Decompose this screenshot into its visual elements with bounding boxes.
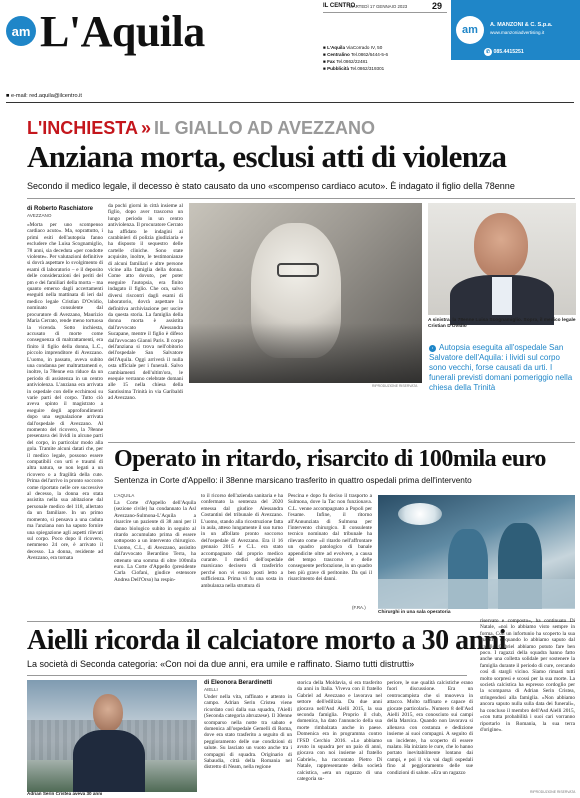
advertiser-company: A. MANZONI & C. S.p.a. <box>490 22 553 28</box>
victim-photo-shadow <box>189 323 422 383</box>
article1-location: AVEZZANO <box>27 213 52 218</box>
article1-subhead: Secondo il medico legale, il decesso è stato causato da uno «scompenso cardiaco acuto». È indagato il figlio della 78enne <box>27 181 515 191</box>
kicker-separator: » <box>140 118 151 138</box>
surgery-photo-table <box>378 579 575 609</box>
article1-callout: Autopsia eseguita all'ospedale San Salvatore dell'Aquila: i lividi sul corpo sono vecchi, forse causati da urti. I funerali previsti domani pomeriggio nella chiesa della Trinità <box>429 343 573 392</box>
email-line[interactable]: ■ e-mail: red.aquila@ilcentro.it <box>6 93 82 99</box>
examiner-portrait-head <box>474 213 528 279</box>
advertiser-logo: am <box>456 16 484 44</box>
article2-signature: (F.RA.) <box>352 605 366 610</box>
article3-location: AIELLI <box>204 687 218 692</box>
section-title: L'Aquila <box>40 7 205 56</box>
kicker <box>27 118 375 138</box>
page-number: 29 <box>432 1 443 11</box>
issue-date: MARTEDÌ 17 GENNAIO 2023 <box>349 4 408 9</box>
contact-fax: ■ Fax Tel.0862/22481 <box>323 59 368 64</box>
victim-photo-credit: RIPRODUZIONE RISERVATA <box>372 384 418 388</box>
contact-pubblicita: ■ Pubblicità Tel.0862/319301 <box>323 66 385 71</box>
article2-col3: Pescina e dopo fu deciso il trasporto a Sulmona, dove la Tac non funzionava. C.L. venne accompagnato a Popoli per l'esame. Infine, il ritorno all'Annunziata di Sulmona per l'intervento chirurgico. Il consulente tecnico nominato dal tribunale ha rilevato come «il ritardo nell'affrontare un quadro patologico di banale appendicite oltre ad evolvere, a causa del tempo trascorso e delle conseguente perforazione, in un quadro ben più grave di peritonite. Da qui il risarcimento dei danni. <box>288 493 372 583</box>
victim-photo-glasses <box>277 263 319 277</box>
player-photo <box>27 680 197 792</box>
section-divider-1 <box>108 442 575 443</box>
portrait-caption: A sinistra, la 78enne Luisa Scognamiglio. Sopra, il medico legale Cristian D'Ovidio <box>428 318 576 329</box>
examiner-portrait <box>428 203 576 315</box>
surgery-photo-caption: Chirurghi in una sala operatoria <box>378 610 451 615</box>
article3-credit: RIPRODUZIONE RISERVATA <box>530 790 576 794</box>
article1-rule <box>27 198 575 199</box>
article1-col2: da pochi giorni in città insieme al figlio, dopo aver trascorso un lungo periodo in un centro antiviolenza. Il procuratore Cerrato ha affidato le indagini ai carabinieri di polizia giudiziaria e ha disposto il sequestro delle cartelle cliniche. Sono state acquisite, inoltre, le testimonianze di alcuni familiari e altre persone vicine alla famiglia della donna. Come atto dovuto, per poter eseguire l'autopsia, era finito indagato il figlio. Che ora, salvo diversi riscontri dagli esami di laboratorio, dovrà aspettare la definitiva archiviazione per uscire da questa storia. La famiglia della donna morta è assistita dall'avvocato Alessandra Sucapane, mentre il figlio è difeso dall'avvocato Gianni Paris. Il corpo dell'anziana si trova nell'obitorio dell'ospedale San Salvatore dell'Aquila. Oggi arriverà il nulla osta ufficiale per i funerali. Salvo cambiamenti dell'ultim'ora, le esequie verranno celebrate domani alle 15 nella chiesa della Santissima Trinità in via Garibaldi ad Avezzano. <box>108 203 183 402</box>
article2-headline: Operato in ritardo, risarcito di 100mila euro <box>114 446 546 472</box>
newspaper-name: IL CENTRO <box>323 3 356 9</box>
advertiser-url[interactable]: www.manzoniadvertising.it <box>490 30 545 35</box>
header-top-rule <box>323 12 447 13</box>
player-photo-jacket <box>73 730 145 792</box>
article2-subhead: Sentenza in Corte d'Appello: il 38enne marsicano trasferito in quattro ospedali prima dell'intervento <box>114 476 472 485</box>
contact-aquila: ■ L'Aquila ViaCorrado IV, 50 <box>323 45 383 50</box>
article1-byline: di Roberto Raschiatore <box>27 206 94 212</box>
contacts-block <box>323 44 443 72</box>
article3-headline: Aielli ricorda il calciatore morto a 30 anni <box>27 625 507 656</box>
article3-rule <box>27 675 467 676</box>
article2-col2: to il ricorso dell'azienda sanitaria e ha confermato la sentenza del 2020 emessa dal giudice Alessandra Costantini del tribunale di Avezzano. L'uomo, stando alla ricostruzione fatta in aula, atteso lungamente il suo turno in un affollato pronto soccorso dell'ospedale di Avezzano. Era il 16 gennaio 2015 e C.L. era stato accompagnato dal proprio medico curante. I medici dell'ospedale marsicano decisero di trasferirlo perché non vi erano posti letto a sufficienza. Prima vi fu una sosta in ambulanza nella struttura di <box>201 493 283 589</box>
phone-icon: ✆ <box>485 49 491 55</box>
article1-headline: Anziana morta, esclusi atti di violenza <box>27 139 507 174</box>
callout-icon: › <box>429 345 436 352</box>
advertiser-phone: ✆ 085.4415251 <box>485 49 524 55</box>
player-photo-head <box>93 694 123 732</box>
player-photo-caption: Adrian Serin Cristea aveva 30 anni <box>27 791 103 796</box>
article2-location: L'AQUILA <box>114 493 135 498</box>
article1-col1: «Morta per uno scompenso cardiaco acuto». Ma, soprattutto, i primi esiti dell'autopsia fanno escludere che Luisa Scognamiglio, 78 anni, sia deceduta «per condotte violente». Per valutazioni definitive si dovrà aspettare lo svolgimento di esami di laboratorio – e il deposito delle considerazioni dei periti del pm e dei familiari della morta – ma quanto emerso dagli accertamenti eseguiti nella mattinata di ieri dal medico legale Cristian D'Ovidio, nominato consulente dal procuratore di Avezzano, Maurizio Maria Cerrato, rende meno tortuosa la vicenda. Sotto inchiesta, accusato di morte come conseguenza di maltrattamenti, era finito il figlio della donna, L.C., piccolo imprenditore di Avezzano. L'uomo, in passato, aveva subito una condanna per maltrattamenti e, inoltre, la 78enne era riduce da un periodo di assistenza in un centro antiviolenza. L'anziana era arrivata in ospedale con delle ecchimosi su varie parti del corpo. Tutto ciò aveva spinto il magistrato a eseguire degli approfondimenti dopo una segnalazione arrivata dall'ospedale di Avezzano. Al momento del ricovero, la 78enne presentava dei lividi in alcune parti del corpo, in particolar modo alla gola. Tramite alcuni datati che, per il medico legale, possono essere compatibili con urti e traumi di altra natura, se non legati a un ricovero o a fragilità della cute. Prima dell'arrivo in pronto soccorso come riportato nelle ore successive al decesso, la donna era stata assistita nella sua abitazione dal personale medico del 118, allertato da un familiare. In un primo momento, si pensava a una caduta ma l'anziana non ha saputo fornire una spiegazione agli aspetti rilevati sul corpo. Poco dopo il ricovero, nemmeno 24 ore, è arrivato il decesso. La donna, residente ad Avezzano, era tornata <box>27 222 103 562</box>
article3-subhead: La società di Seconda categoria: «Con noi da due anni, era umile e raffinato. Siamo tutti distrutti» <box>27 659 415 669</box>
article3-col4: riservato e composto», ha continuato Di Natale, «noi lo abbiamo visto sempre in forma. Con un infortunio ha scoperto la sua malattia e quando lo abbiamo saputo dal fratello Gabriel abbiamo potuto fare ben poco. I ragazzi della squadra hanno fatto anche una colletta solidale per sostenere la famiglia durante il periodo di cure, cercando così di stargli vicino. Siamo rimasti tutti molto sorpresi e scossi per la sua morte. La società calcistica ha espresso cordoglio per la scomparsa di Adrian Serin Cristea, stringendosi alla famiglia. «Non abbiamo ancora saputo nulla sulla data dei funerali», ha concluso il membro dell'Asd Aielli 2015, «con tutta probabilità i suoi cari vorranno riportarlo in Romania, la sua terra d'origine». <box>480 618 575 733</box>
article3-byline: di Eleonora Berardinetti <box>204 680 273 686</box>
examiner-portrait-shirt <box>492 277 512 315</box>
article2-col1: La Corte d'Appello dell'Aquila (sezione civile) ha condannato la Asl Avezzano-Sulmona-L'Aquila a risarcire un paziente di 38 anni per il danno biologico subito in seguito al ritardo accumulato prima di essere sottoposto a un intervento chirurgico. L'uomo, C.L., di Avezzano, assistito dall'avvocato Berardino Terra, ha ottenuto una somma di oltre 100mila euro. La Corte d'Appello (presidente Carla Ciofani, giudice estensore Andrea Dell'Orso) ha respin- <box>114 500 196 583</box>
kicker-red: L'INCHIESTA <box>27 118 138 138</box>
article3-col1: Under nella vita, raffinato e attento in campo. Adrian Serin Cristea viene ricordato così dalla sua squadra, l'Aielli (Seconda categoria abruzzese). Il 30enne scomparso nella notte tra sabato e domenica all'ospedale Gemelli di Roma, dove era stato trasferito a seguito di un peggioramento delle sue condizioni di salute. Su lasciato un vuoto anche tra i compagni di squadra. Originario di Sabaudia, città della Romania nel distretto di Neam, nella regione <box>204 694 292 771</box>
surgery-photo-lamp <box>398 503 442 525</box>
surgery-photo <box>378 495 575 608</box>
victim-photo <box>189 203 422 383</box>
header-bottom-rule <box>6 102 574 103</box>
article3-col2: storica della Moldavia, si era trasferito da anni in Italia. Viveva con il fratello Gabriel ad Avezzano e lavorava nel settore dell'edilizia. Da due anni giocava nell'Asd Aielli 2015, la sua seconda famiglia. Proprio il club, domenica, ha dato l'annuncio della sua morte rimbalzata anche in paese. Domenica era in programma contro l'FSD Cerchio 2016. «Lo abbiamo avuto in squadra per un paio di anni, giocava con noi insieme al fratello Gabriel», ha raccontato Pietro Di Natale, rappresentante della società calcistica, «era un ragazzo di una categoria su- <box>297 680 382 783</box>
contact-centralino: ■ Centralino Tel.0862/6444-5-6 <box>323 52 389 57</box>
article3-col3: periore, le sue qualità calcistiche erano fuori discussione. Era un centrocampista che si muoveva in attacco. Molto raffinato e capace di giocate particolari». Numero 8 dell'Asd Aielli 2015, era conosciuto sui campi della Marsica. Quando non lavorava si allenava con costanza e dedizione insieme ai suoi compagni. A seguito di un incidente, ha scoperto di essere malato. Ha iniziato le cure, che lo hanno portato inevitabilmente lontano dai campi, e poi il via vai dagli ospedali fino al peggioramento delle sue condizioni di salute. «Era un ragazzo <box>387 680 473 776</box>
kicker-gray: IL GIALLO AD AVEZZANO <box>153 118 375 138</box>
brand-logo: am <box>6 16 36 46</box>
